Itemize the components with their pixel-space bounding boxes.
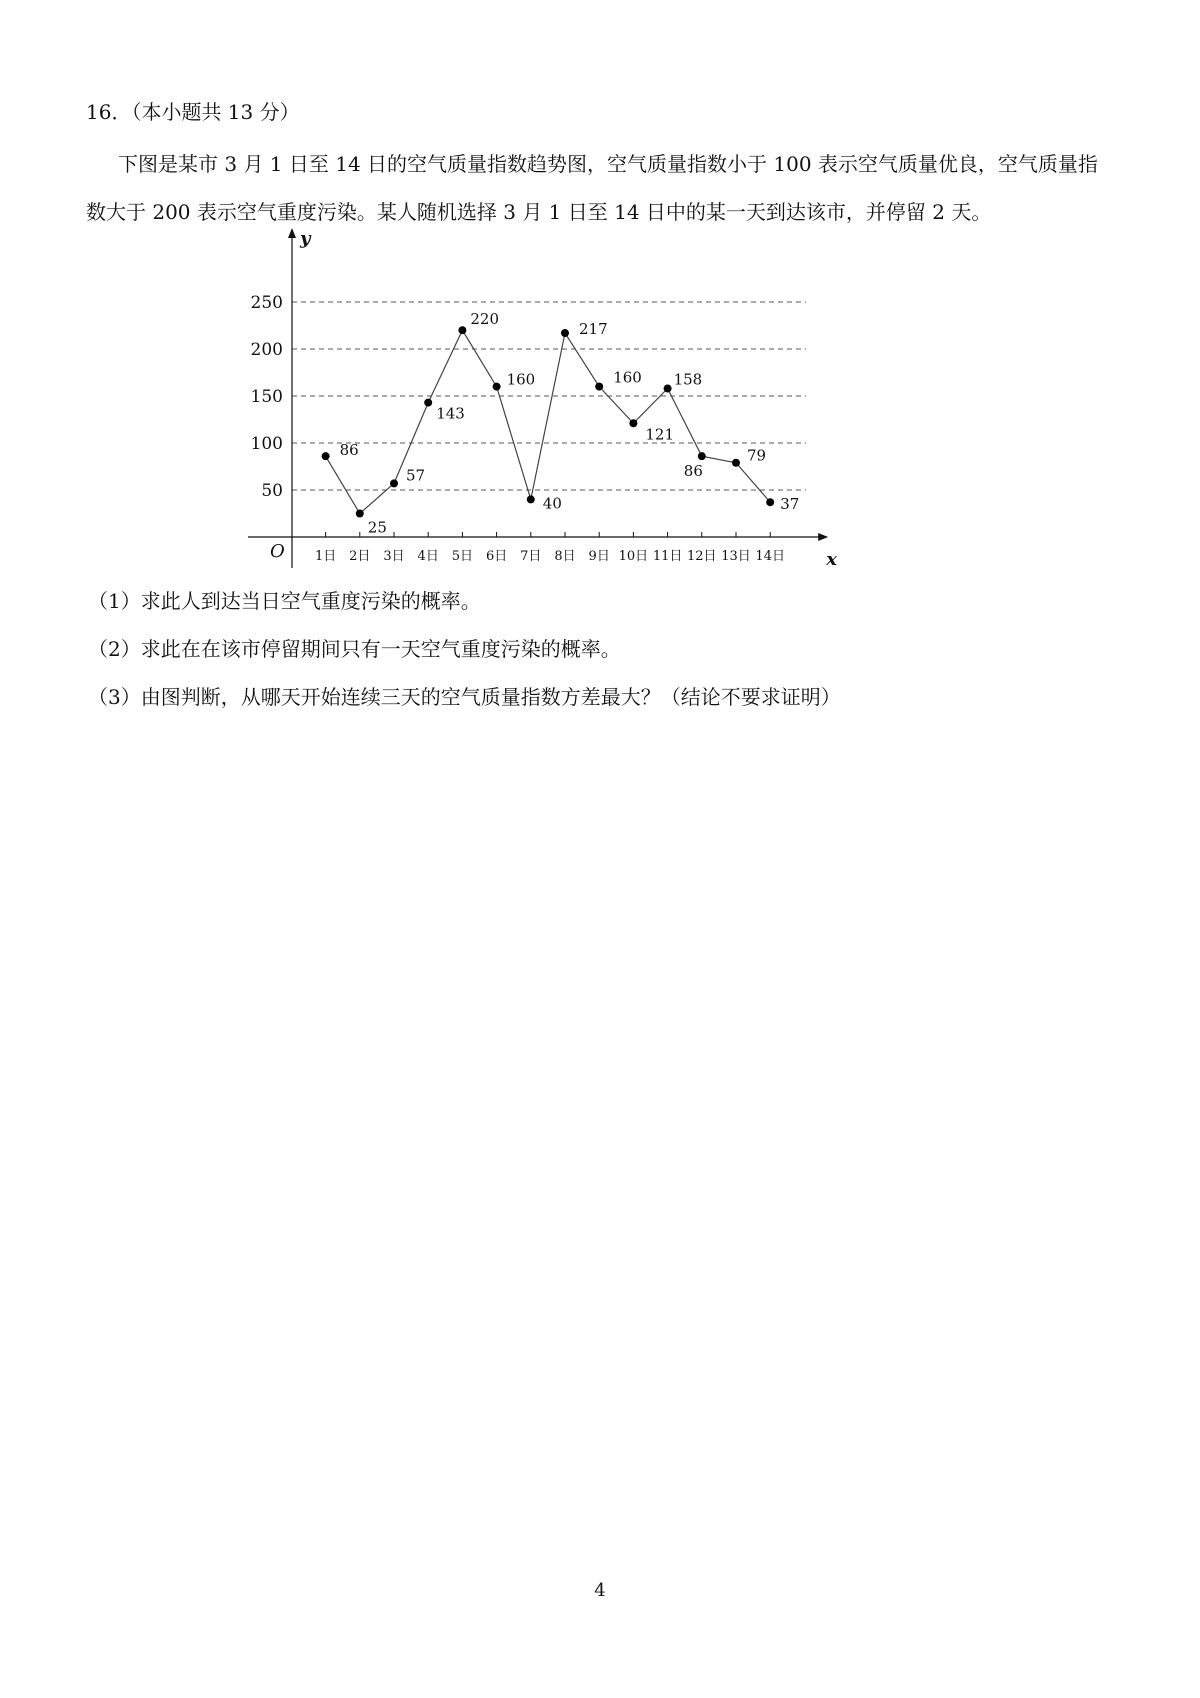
question-2: （2）求此在在该市停留期间只有一天空气重度污染的概率。 (88, 637, 621, 661)
x-tick-label: 6日 (485, 549, 508, 564)
data-label: 217 (579, 320, 608, 339)
x-tick-label: 12日 (687, 549, 717, 564)
y-axis-arrow (288, 228, 296, 238)
question-3: （3）由图判断，从哪天开始连续三天的空气质量指数方差最大？（结论不要求证明） (88, 685, 841, 709)
page-number: 4 (594, 1580, 606, 1601)
x-tick-label: 13日 (721, 549, 751, 564)
question-1: （1）求此人到达当日空气重度污染的概率。 (88, 589, 481, 613)
data-point (493, 383, 501, 391)
data-label: 79 (747, 446, 767, 465)
problem-heading: 16．（本小题共 13 分） (86, 100, 300, 124)
data-label: 25 (367, 518, 387, 537)
x-tick-label: 7日 (520, 549, 542, 564)
x-tick-label: 14日 (755, 549, 785, 564)
x-tick-label: 1日 (314, 549, 337, 564)
chart-labels (251, 228, 838, 570)
problem-intro: 下图是某市 3 月 1 日至 14 日的空气质量指数趋势图，空气质量指数小于 100 表示空气质量优良，空气质量指数大于 200 表示空气重度污染。某人随机选择 3 月 1 日至 14 日中的某一天到达该市，并停留 2 天。 (86, 152, 1098, 224)
x-tick-label: 3日 (383, 549, 405, 564)
origin-label: O (270, 541, 285, 562)
x-tick-label: 2日 (349, 549, 371, 564)
y-tick-label: 150 (250, 387, 283, 407)
data-label: 57 (406, 466, 426, 485)
data-point (390, 479, 398, 487)
x-tick-label: 11日 (652, 549, 683, 564)
x-tick-label: 8日 (554, 549, 576, 564)
data-point (595, 383, 603, 391)
data-point (766, 498, 774, 506)
data-point (664, 384, 672, 392)
data-label: 160 (613, 368, 642, 387)
data-point (356, 510, 364, 518)
y-tick-label: 200 (250, 340, 283, 360)
data-point (561, 329, 569, 337)
data-label: 143 (436, 404, 465, 423)
data-label: 160 (506, 370, 536, 389)
y-tick-label: 250 (250, 293, 283, 313)
data-point (629, 419, 637, 427)
y-axis-label: y (300, 228, 311, 249)
data-label: 158 (673, 370, 703, 389)
data-point (732, 459, 740, 467)
data-point (322, 452, 330, 460)
data-point (458, 326, 466, 334)
x-axis-label: x (826, 549, 837, 570)
chart-axes (248, 228, 828, 568)
y-tick-label: 50 (261, 481, 283, 501)
x-tick-label: 5日 (451, 549, 474, 564)
data-point (527, 495, 535, 503)
data-label: 40 (542, 494, 562, 513)
data-point (698, 452, 706, 460)
chart-series (322, 326, 775, 517)
x-tick-label: 4日 (417, 549, 439, 564)
data-label: 37 (780, 495, 800, 514)
data-point (424, 399, 432, 407)
data-label: 86 (683, 462, 703, 481)
x-tick-label: 10日 (618, 549, 649, 564)
data-label: 86 (339, 441, 359, 460)
data-label: 220 (470, 310, 500, 329)
data-label: 121 (645, 425, 675, 444)
x-tick-label: 9日 (588, 549, 610, 564)
x-axis-arrow (818, 533, 828, 541)
air-quality-chart (230, 226, 837, 576)
y-tick-label: 100 (250, 434, 283, 454)
